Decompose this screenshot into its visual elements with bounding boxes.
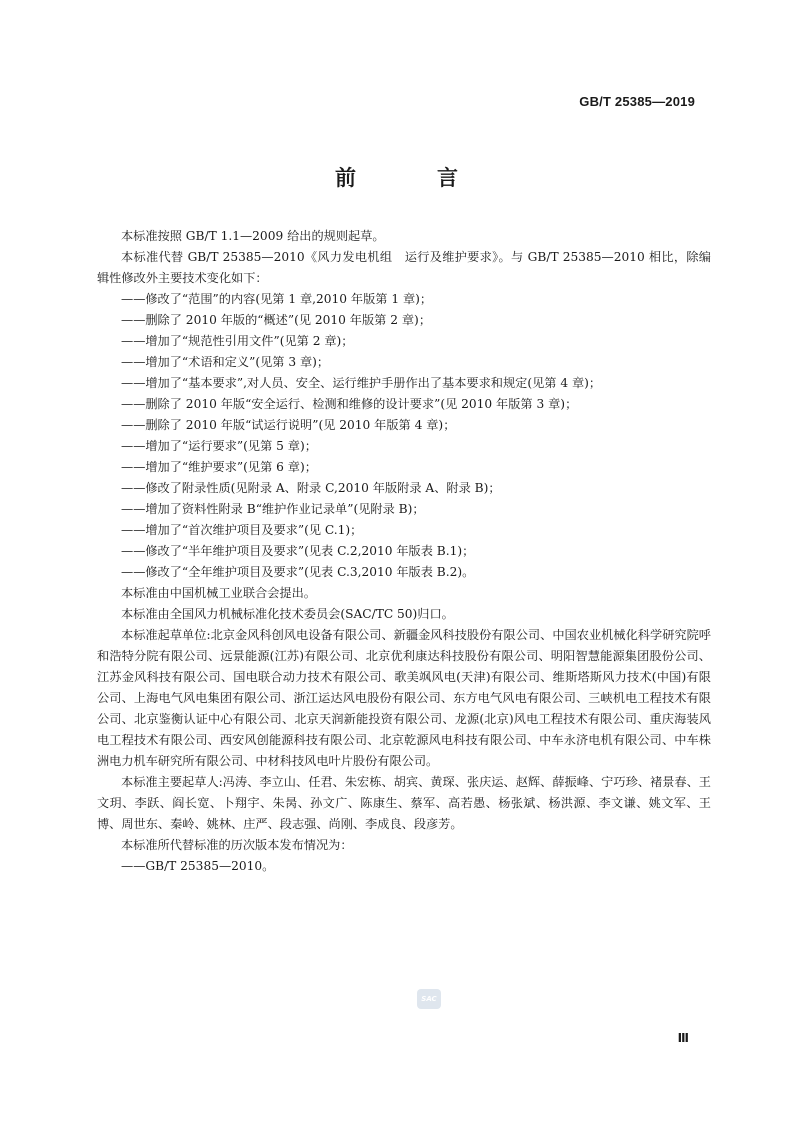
paragraph-replacement: 本标准代替 GB/T 25385—2010《风力发电机组 运行及维护要求》。与 GB/T 25385—2010 相比，除编辑性修改外主要技术变化如下： <box>97 250 711 285</box>
change-item: ——增加了“维护要求”(见第 6 章)； <box>121 460 317 474</box>
change-item: ——增加了资料性附录 B“维护作业记录单”(见附录 B)； <box>121 502 425 516</box>
change-item: ——增加了“基本要求”,对人员、安全、运行维护手册作出了基本要求和规定(见第 4 章)； <box>121 376 602 390</box>
paragraph-drafting-rules: 本标准按照 GB/T 1.1—2009 给出的规则起草。 <box>121 229 385 243</box>
history-item: ——GB/T 25385—2010。 <box>121 859 275 873</box>
sac-watermark-logo: SAC <box>417 989 441 1009</box>
page-number: Ⅲ <box>677 1031 689 1045</box>
change-item: ——增加了“规范性引用文件”(见第 2 章)； <box>121 334 354 348</box>
paragraph-proposer: 本标准由中国机械工业联合会提出。 <box>121 586 316 600</box>
change-item: ——修改了“全年维护项目及要求”(见表 C.3,2010 年版表 B.2)。 <box>121 565 475 579</box>
foreword-body <box>97 226 711 877</box>
change-item: ——增加了“首次维护项目及要求”(见 C.1)； <box>121 523 363 537</box>
paragraph-history-intro: 本标准所代替标准的历次版本发布情况为： <box>121 838 353 852</box>
page-title: 前 言 <box>335 166 488 190</box>
change-item: ——删除了 2010 年版“试运行说明”(见 2010 年版第 4 章)； <box>121 418 456 432</box>
paragraph-drafting-units: 本标准起草单位:北京金风科创风电设备有限公司、新疆金风科技股份有限公司、中国农业机械化科学研究院呼和浩特分院有限公司、远景能源(江苏)有限公司、北京优利康达科技股份有限公司、明阳智慧能源集团股份公司、江苏金风科技有限公司、国电联合动力技术有限公司、歌美飒风电(天津)有限公司、维斯塔斯风力技术(中国)有限公司、上海电气风电集团有限公司、浙江运达风电股份有限公司、东方电气风电有限公司、三峡机电工程技术有限公司、北京鉴衡认证中心有限公司、北京天润新能投资有限公司、龙源(北京)风电工程技术有限公司、重庆海装风电工程技术有限公司、西安风创能源科技有限公司、北京乾源风电科技有限公司、中车永济电机有限公司、中车株洲电力机车研究所有限公司、中材科技风电叶片股份有限公司。 <box>97 628 711 768</box>
change-item: ——删除了 2010 年版“安全运行、检测和维修的设计要求”(见 2010 年版第 3 章)； <box>121 397 578 411</box>
paragraph-administrator: 本标准由全国风力机械标准化技术委员会(SAC/TC 50)归口。 <box>121 607 454 621</box>
change-item: ——修改了“半年维护项目及要求”(见表 C.2,2010 年版表 B.1)； <box>121 544 475 558</box>
paragraph-drafters: 本标准主要起草人:冯涛、李立山、任君、朱宏栋、胡宾、黄琛、张庆运、赵辉、薛振峰、宁巧珍、褚景春、王文玥、李跃、阎长宽、卜翔宇、朱昺、孙文广、陈康生、蔡军、高若愚、杨张斌、杨洪源、李文谦、姚文军、王博、周世东、秦岭、姚林、庄严、段志强、尚刚、李成良、段彦芳。 <box>97 775 711 831</box>
change-item: ——增加了“运行要求”(见第 5 章)； <box>121 439 317 453</box>
change-item: ——增加了“术语和定义”(见第 3 章)； <box>121 355 330 369</box>
standard-number: GB/T 25385—2019 <box>579 94 695 109</box>
change-item: ——修改了附录性质(见附录 A、附录 C,2010 年版附录 A、附录 B)； <box>121 481 501 495</box>
change-item: ——修改了“范围”的内容(见第 1 章,2010 年版第 1 章)； <box>121 292 433 306</box>
change-item: ——删除了 2010 年版的“概述”(见 2010 年版第 2 章)； <box>121 313 432 327</box>
